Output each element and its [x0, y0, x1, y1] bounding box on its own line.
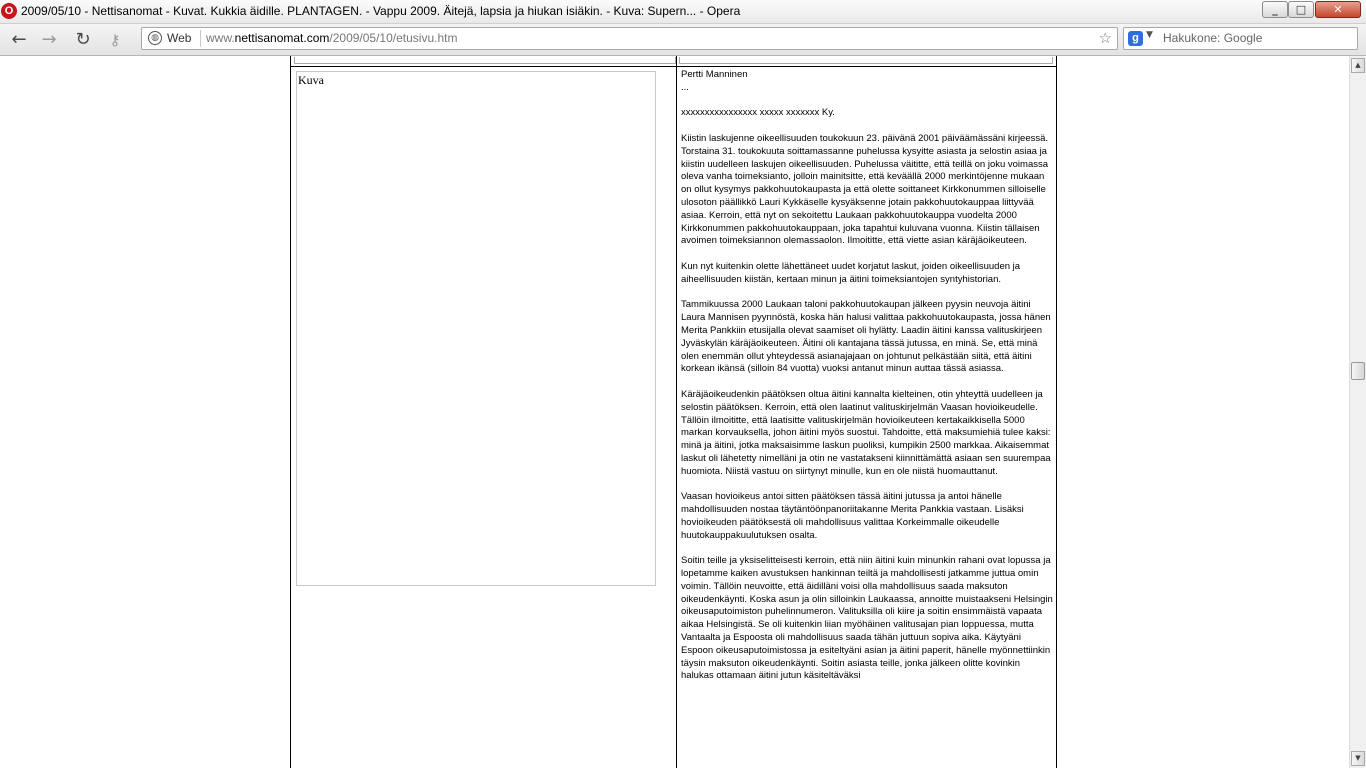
page-content [0, 56, 1349, 768]
star-icon[interactable]: ☆ [1098, 29, 1112, 47]
search-input[interactable]: Hakukone: Google [1163, 31, 1263, 45]
window-title: 2009/05/10 - Nettisanomat - Kuvat. Kukkia äidille. PLANTAGEN. - Vappu 2009. Äitejä, lapsia ja hiukan isiäkin. - Kuva: Supern... - Opera [21, 4, 741, 18]
scroll-down-arrow-icon[interactable]: ▼ [1351, 751, 1365, 766]
letter-paragraph: Kiistin laskujenne oikeellisuuden toukokuun 23. päivänä 2001 päiväämässäni kirjeessä. Torstaina 31. toukokuuta soittamassanne puhelussa kysyitte asiasta ja selostin asiaa ja kiistin uudelleen laskujen oikeellisuuden. Puhelussa väititte, että teillä on joku voimassa oleva vanha toimeksianto, jolloin mainitsitte, että keväällä 2000 merkintöjenne mukaan on ollut kysymys pakkohuutokaupasta ja että olette soittaneet Kirkkonummen silloiselle ulosoton päällikkö Lauri Kykkäselle kysyäksenne jotain pakkohuutokauppaa liittyvää asiaa. Kerroin, että nyt on sekoitettu Laukaan pakkohuutokauppa vuodelta 2000 Kirkkonummen pakkohuutokauppaan, joka tapahtui kuluvana vuonna. Kiistin tällaisen avoimen toimeksiannon olemassaolon. Ilmoititte, että viette asian käräjäoikeuteen. [681, 132, 1049, 247]
address-bar[interactable] [141, 27, 1118, 50]
arrow-right-icon: → [41, 29, 57, 50]
key-button[interactable] [104, 29, 126, 51]
browser-toolbar [0, 24, 1366, 56]
letter-paragraph: Käräjäoikeudenkin päätöksen oltua äitini kannalta kielteinen, otin yhteyttä uudelleen ja selostin päätöksen. Kerroin, että olen laatinut valituskirjelmän Vaasan hovioikeudelle. Tällöin ilmoititte, että laatisitte valituskirjelmän hovioikeuteen kertakaikkisella 5000 markan korvauksella, johon äitini myös suostui. Tahdoitte, että maksumiehiä tulee kaksi: minä ja äitini, jotka maksaisimme laskun puoliksi, kumpikin 2500 markkaa. Aikaisemmat laskut oli lähetetty nimelläni ja otin ne vastatakseni kiinnittämättä asiaan sen suurempaa huomiota. Niistä vastuu on siirtynyt minulle, kun en ole niistä huomauttanut. [681, 388, 1051, 477]
letter-ellipsis: ... [681, 81, 689, 93]
opera-icon[interactable]: O [1, 3, 17, 19]
google-icon[interactable]: g [1128, 31, 1143, 46]
letter-paragraph: Vaasan hovioikeus antoi sitten päätöksen tässä äitini jutussa ja antoi hänelle mahdollisuuden nostaa täytäntöönpanoriitakanne Merita Pankkia vastaan. Lisäksi hovioikeuden päätöksestä oli mahdollisuus valittaa Korkeimmalle oikeudelle huutokauppakuulutuksen osalta. [681, 491, 1024, 541]
reload-icon: ↻ [75, 29, 91, 50]
letter-addressee: xxxxxxxxxxxxxxxx xxxxx xxxxxxx Ky. [681, 107, 835, 119]
url-prefix: www. [206, 31, 235, 45]
column-divider [676, 56, 677, 768]
letter-paragraph: Kun nyt kuitenkin olette lähettäneet uudet korjatut laskut, joiden oikeellisuuden ja aiheellisuuden kiistän, kertaan minun ja äitini toimeksiantojen syntyhistorian. [681, 260, 1021, 285]
table-top-row [291, 56, 1056, 67]
globe-icon: ◍ [148, 31, 162, 45]
forward-button[interactable] [38, 29, 60, 51]
minimize-button[interactable]: _ [1262, 1, 1288, 18]
letter-text [681, 69, 1053, 696]
table-cell [679, 57, 1053, 64]
reload-button[interactable] [72, 29, 94, 51]
search-bar[interactable] [1123, 27, 1358, 50]
letter-paragraph: Tammikuussa 2000 Laukaan taloni pakkohuutokaupan jälkeen pyysin neuvoja äitini Laura Mannisen pyynnöstä, koska hän halusi valittaa pakkohuutokaupasta, jossa hänen Merita Pankkiin etusijalla olevat saamiset oli hylätty. Laadin äitini kanssa valituskirjeen Jyväskylän käräjäoikeuteen. Äitini oli kantajana tässä jutussa, en minä. Se, että minä olen enemmän ollut yhteydessä asianajajaan on johtunut pelkästään siitä, että äitini korkean ikänsä (silloin 84 vuotta) vuoksi antanut minun auttaa tässä asiassa. [681, 299, 1051, 375]
back-button[interactable] [8, 29, 30, 51]
url-domain: nettisanomat.com [234, 31, 330, 45]
content-table [290, 56, 1057, 768]
letter-paragraph: Soitin teille ja yksiselitteisesti kerroin, että niin äitini kuin minunkin rahani ovat lopussa ja lopetamme kaiken avustuksen hankinnan teiltä ja mahdollisesti jatkamme juttua omin voimin. Tällöin neuvoitte, että äidilläni voisi olla mahdollisuus saada maksuton oikeudenkäynti. Koska asun ja olin silloinkin Laukaassa, annoitte muistaakseni Helsingin oikeusaputoimiston puhelinnumeron. Valituksilla oli kiire ja soitin ensimmäistä vapaata aikaa Helsingistä. Se oli kuitenkin liian myöhäinen valitusajan pian loppuessa, mutta Vantaalta ja Espoosta oli mahdollisuus saada tähän juttuun sopiva aika. Käytyäni Espoon oikeusaputoimistossa ja esiteltyäni asian ja äitini paperit, hänelle myönnettiinkin täysin maksuton oikeudenkäynti. Soitin asiasta teille, jonka jälkeen olitte kovinkin halukas ottamaan äitini jutun käsiteltäväksi [681, 555, 1053, 682]
maximize-button[interactable]: □ [1288, 1, 1314, 18]
image-alt-text: Kuva [298, 73, 324, 87]
url-field[interactable] [206, 31, 457, 45]
close-button[interactable]: ✕ [1315, 1, 1361, 18]
letter-author: Pertti Manninen [681, 69, 748, 80]
key-icon: ⚷ [109, 31, 121, 49]
url-path: /2009/05/10/etusivu.htm [329, 31, 458, 45]
title-bar [0, 0, 1366, 24]
vertical-scrollbar[interactable] [1349, 56, 1366, 768]
scrollbar-thumb[interactable] [1351, 362, 1365, 380]
site-label: Web [167, 31, 192, 45]
address-separator [200, 30, 201, 47]
image-placeholder [296, 71, 656, 586]
scroll-up-arrow-icon[interactable]: ▲ [1351, 58, 1365, 73]
chevron-down-icon[interactable]: ▼ [1146, 30, 1153, 40]
arrow-left-icon: ← [11, 29, 27, 50]
table-cell [294, 57, 676, 64]
